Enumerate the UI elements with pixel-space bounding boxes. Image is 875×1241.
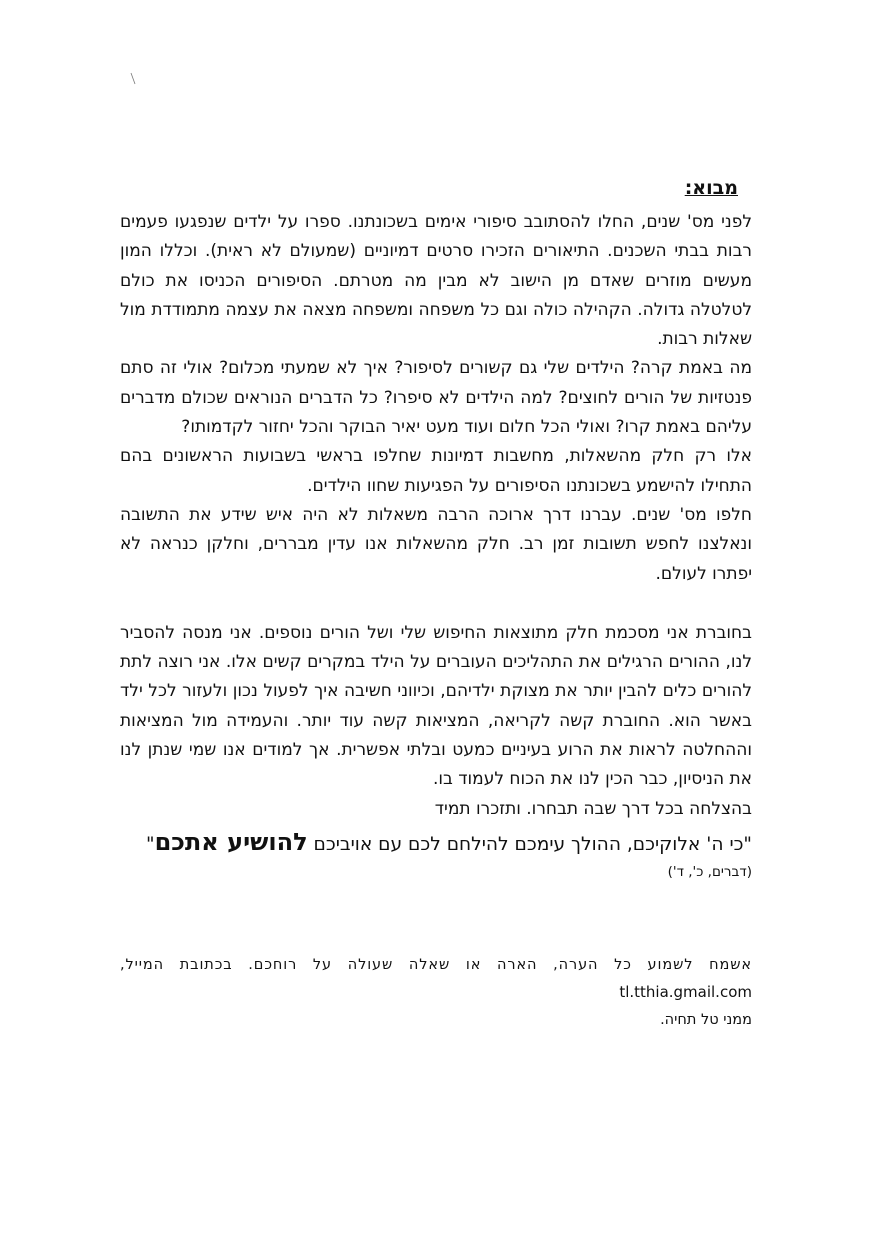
verse-quote-text: "כי ה' אלוקיכם, ההולך עימכם להילחם לכם עם אויביכם bbox=[307, 833, 752, 855]
paragraph-booklet: בחוברת אני מסכמת חלק מתוצאות החיפוש שלי ושל הורים נוספים. אני מנסה להסביר לנו, ההורים הרגילים את התהליכים העוברים על הילד במקרים קשים אלו. אני רוצה לתת להורים כלים להבין יותר את מצוקת ילדיהם, וכיווני חשיבה איך לפעול נכון ולעזור לכל ילד באשר הוא. החוברת קשה לקריאה, המציאות קשה עוד יותר. והעמידה מול המציאות וההחלטה לראות את הרוע בעיניים כמעט ובלתי אפשרית. אך למודים אנו שמי שנתן לנו את הניסיון, כבר הכין לנו את הכוח לעמוד בו. bbox=[120, 622, 752, 790]
document-body bbox=[120, 174, 752, 1034]
section-heading: מבוא: bbox=[684, 177, 738, 199]
paragraph-intro: לפני מס' שנים, החלו להסתובב סיפורי אימים בשכונתנו. ספרו על ילדים שנפגעו פעמים רבות בבתי השכנים. התיאורים הזכירו סרטים דמיוניים (שמעולם לא ראית). וכללו המון מעשים מוזרים שאדם מן הישוב לא מבין מה מטרתם. הסיפורים הכניסו את כולם לטלטלה גדולה. הקהילה כולה וגם כל משפחה ומשפחה מצאה את עצמה מתמודדת מול שאלות רבות. bbox=[120, 212, 752, 350]
author-signature: ממני טל תחיה. bbox=[660, 1011, 752, 1028]
scan-speck-mark bbox=[130, 72, 136, 86]
verse-quote-close: " bbox=[146, 833, 155, 855]
verse-source: (דברים, כ', ד') bbox=[667, 863, 752, 880]
paragraph-thoughts: אלו רק חלק מהשאלות, מחשבות דמיונות שחלפו בראשי בשבועות הראשונים בהם התחילו להישמע בשכונתנו הסיפורים על הפגיעות שחוו הילדים. bbox=[120, 446, 752, 496]
verse-quote-emphasis: להושיע אתכם bbox=[154, 827, 308, 856]
verse-quote bbox=[120, 827, 752, 860]
contact-note: אשמח לשמוע כל הערה, הארה או שאלה שעולה על רוחכם. בכתובת המייל, bbox=[120, 956, 752, 973]
paragraph-years-passed: חלפו מס' שנים. עברנו דרך ארוכה הרבה משאלות לא היה איש שידע את התשובה ונאלצנו לחפש תשובות זמן רב. חלק מהשאלות אנו עדין מבררים, וחלקן כנראה לא יפתרו לעולם. bbox=[120, 504, 752, 584]
contact-footer bbox=[120, 952, 752, 1035]
paragraph-success-wish: בהצלחה בכל דרך שבה תבחרו. ותזכרו תמיד bbox=[434, 798, 752, 819]
contact-email[interactable]: tl.tthia.gmail.com bbox=[619, 983, 752, 1002]
paragraph-questions: מה באמת קרה? הילדים שלי גם קשורים לסיפור? איך לא שמעתי מכלום? אולי זה סתם פנטזיות של הורים לחוצים? למה הילדים לא סיפרו? כל הדברים הנוראים שכולם מדברים עליהם באמת קרו? ואולי הכל חלום ועוד מעט יאיר הבוקר והכל יחזור לקדמותו? bbox=[120, 358, 752, 438]
